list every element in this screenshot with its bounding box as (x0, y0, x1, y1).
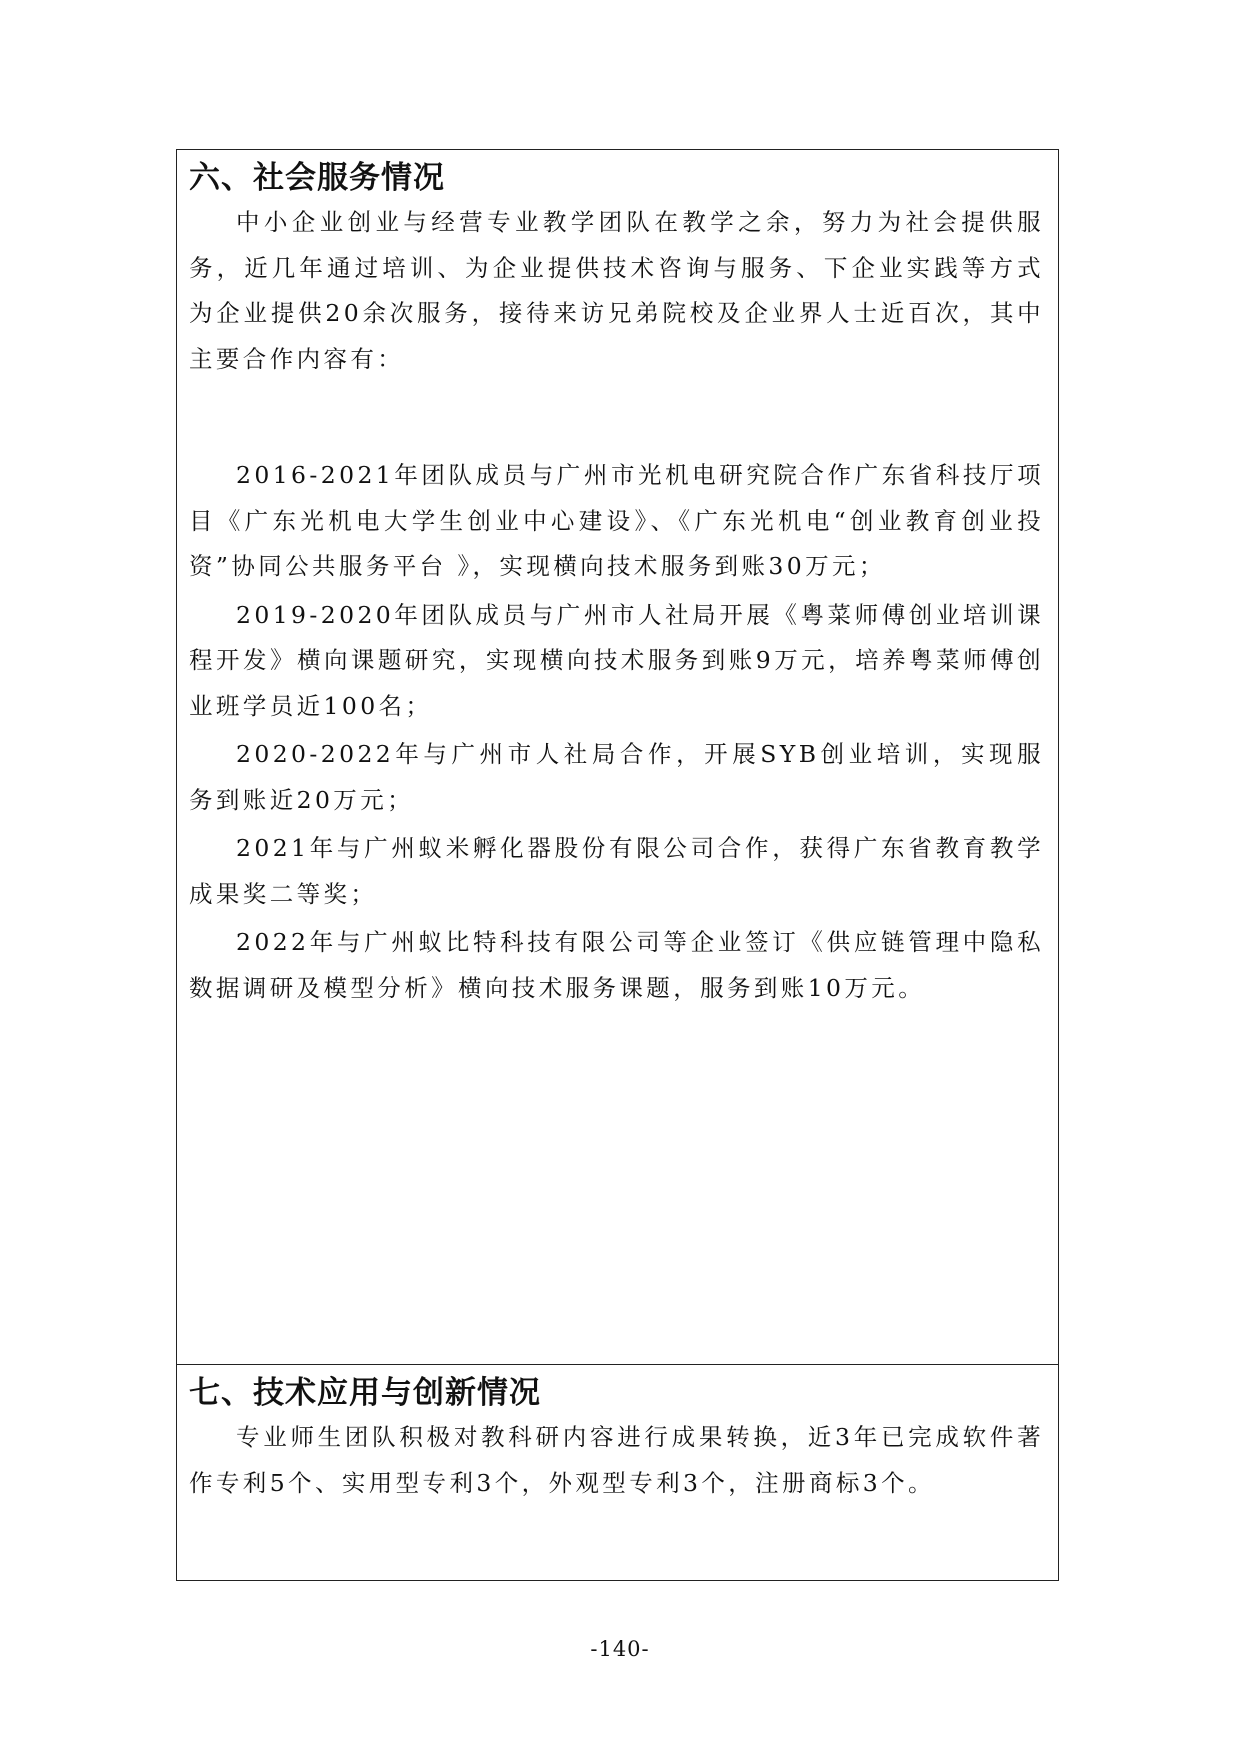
cooperation-item: 2016-2021年团队成员与广州市光机电研究院合作广东省科技厅项目《广东光机电大学生创业中心建设》、《广东光机电“创业教育创业投资”协同公共服务平台 》，实现横向技术服务到账30万元； (189, 461, 1044, 580)
section-body-paragraph: 专业师生团队积极对教科研内容进行成果转换，近3年已完成软件著作专利5个、实用型专利3个，外观型专利3个，注册商标3个。 (189, 1423, 1044, 1497)
paragraph-spacer (189, 382, 1044, 450)
cooperation-item: 2022年与广州蚁比特科技有限公司等企业签订《供应链管理中隐私数据调研及模型分析》横向技术服务课题，服务到账10万元。 (189, 928, 1044, 1002)
section-heading: 七、技术应用与创新情况 (189, 1375, 541, 1411)
cooperation-item: 2020-2022年与广州市人社局合作，开展SYB创业培训，实现服务到账近20万元； (189, 740, 1044, 814)
section-social-service (177, 150, 1058, 1365)
section-tech-innovation (177, 1365, 1058, 1580)
cooperation-item: 2021年与广州蚁米孵化器股份有限公司合作，获得广东省教育教学成果奖二等奖； (189, 834, 1044, 908)
section-heading: 六、社会服务情况 (189, 160, 445, 196)
section-intro-paragraph: 中小企业创业与经营专业教学团队在教学之余，努力为社会提供服务，近几年通过培训、为企业提供技术咨询与服务、下企业实践等方式为企业提供20余次服务，接待来访兄弟院校及企业界人士近百次，其中主要合作内容有： (189, 208, 1044, 373)
cooperation-item: 2019-2020年团队成员与广州市人社局开展《粤菜师傅创业培训课程开发》横向课题研究，实现横向技术服务到账9万元，培养粤菜师傅创业班学员近100名； (189, 600, 1044, 720)
page-number: -140- (590, 1637, 650, 1661)
document-table (176, 149, 1059, 1581)
